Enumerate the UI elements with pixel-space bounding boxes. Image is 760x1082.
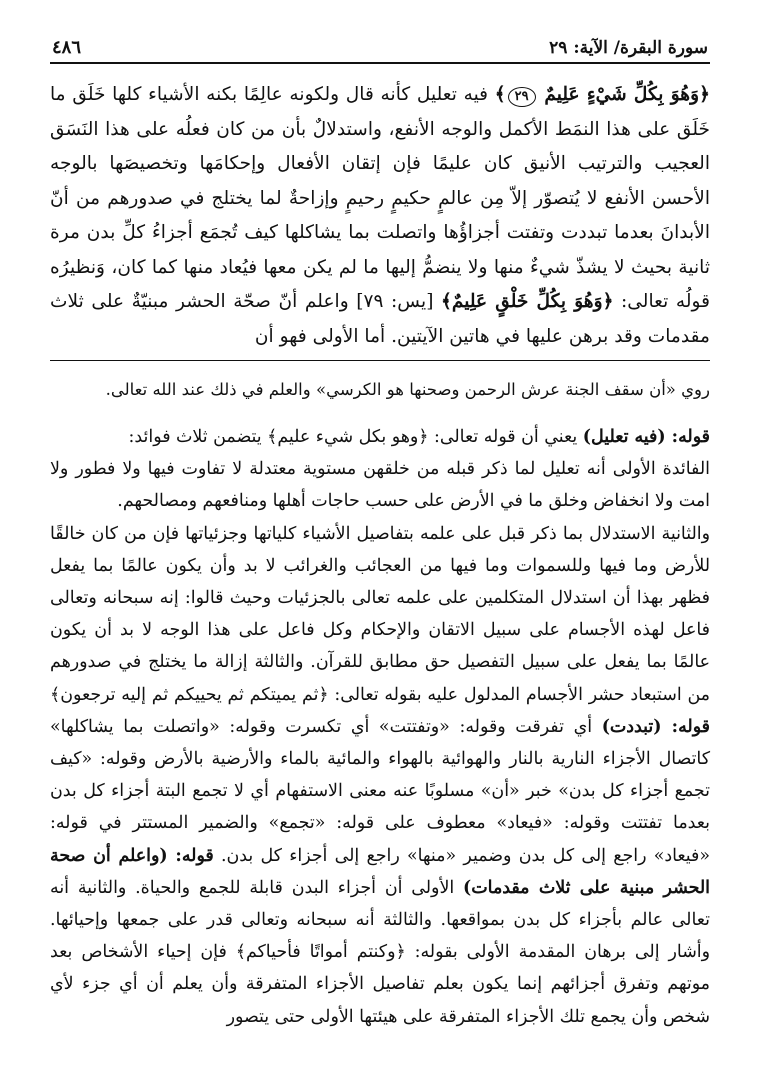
commentary-text-3a: والثانية الاستدلال بما ذكر قبل على علمه بتفاصيل الأشياء كلياتها وجزئياتها فإن من كان خالقًا للأرض وما فيها وللسموات وما فيها من العجائب والغرائب لا بد وأن يكون عالمًا بما يفعل فظهر بهذا أن استدلال المتكلمين على علمه تعالى بالجزئيات وحيث قالوا: إنه سبحانه وتعالى فاعل لهذه الأجسام على سبيل الاتقان والإحكام وكل فاعل على هذا الوجه لا بد أن يكون عالمًا بما يفعل على سبيل التفصيل حق مطابق للقرآن. والثالثة إزالة ما يختلج في صدورهم من استبعاد حشر الأجسام المدلول عليه بقوله تعالى: ﴿ثم يميتكم ثم يحييكم ثم إليه ترجعون﴾ (50, 523, 710, 705)
tafsir-main-text (50, 78, 710, 354)
quran-quote-yasin: ﴿وَهُوَ بِكُلِّ خَلْقٍ عَلِيمٌ﴾ (441, 291, 614, 312)
footnote-separator (50, 360, 710, 361)
commentary-lemma-3: قوله: (واعلم أن صحة الحشر مبنية على ثلاث مقدمات) (50, 845, 710, 898)
commentary-text-3c: الأولى أن أجزاء البدن قابلة للجمع والحياة. والثانية أنه تعالى عالم بأجزاء كل بدن بمواقعها. والثالثة أنه سبحانه وتعالى قدر على جمعها وإحيائها. وأشار إلى برهان المقدمة الأولى بقوله: ﴿وكنتم أمواتًا فأحياكم﴾ فإن إحياء الأشخاص بعد موتهم وتفرق أجزائهم إنما يكون بعلم تفاصيل الأجزاء المتفرقة وأن يعلم أن أي جزء لأي شخص وأن يجمع تلك الأجزاء المتفرقة على هيئتها الأولى حتى يتصور (50, 877, 710, 1027)
commentary-paragraph-3 (50, 518, 710, 1033)
surah-reference: سورة البقرة/ الآية: ٢٩ (549, 38, 708, 58)
page-number: ٤٨٦ (52, 37, 82, 58)
footnote-text: روي «أن سقف الجنة عرش الرحمن وصحنها هو الكرسي» والعلم في ذلك عند الله تعالى. (105, 380, 710, 399)
commentary-text-1: يعني أن قوله تعالى: ﴿وهو بكل شيء عليم﴾ يتضمن ثلاث فوائد: (128, 427, 583, 447)
commentary-paragraph-2: الفائدة الأولى أنه تعليل لما ذكر قبله من خلقهن مستوية معتدلة لا تفاوت فيها ولا فطور ولا امت ولا انخفاض وخلق ما في الأرض على حسب حاجات أهلها ومنافعهم ومصالحهم. (50, 459, 710, 512)
aya-quote: ﴿وَهُوَ بِكُلِّ شَيْءٍ عَلِيمٌ (544, 84, 710, 105)
commentary-paragraph-1 (50, 421, 710, 453)
commentary-lemma-2: قوله: (تبددت) (601, 716, 710, 737)
aya-quote-close: ﴾ (494, 84, 506, 105)
aya-number-marker: ٢٩ (508, 87, 536, 107)
running-header (50, 28, 710, 64)
footnote (50, 375, 710, 405)
main-paragraph-part2: [يس: ٧٩] واعلم أنّ صحّة الحشر مبنيّةٌ على ثلاث مقدمات وقد برهن عليها في هاتين الآيتين. أما الأولى فهو أن (50, 291, 710, 347)
commentary-block (50, 421, 710, 1033)
book-page (50, 28, 710, 1033)
commentary-text-3b: أي تفرقت وقوله: «وتفتتت» أي تكسرت وقوله: «واتصلت بما يشاكلها» كاتصال الأجزاء النارية بالنار والهوائية بالهواء والمائية بالماء والأرضية بالأرض وقوله: «كيف تجمع أجزاء كل بدن» خبر «أن» مسلوبًا عنه معنى الاستفهام أي لا تجمع البتة أجزاء كل بدن بعدما تفتتت وقوله: «فيعاد» معطوف على قوله: «تجمع» والضمير المستتر في قوله: «فيعاد» راجع إلى كل بدن وضمير «منها» راجع إلى أجزاء كل بدن. (50, 716, 710, 866)
main-paragraph-part1: فيه تعليل كأنه قال ولكونه عالِمًا بكنه الأشياء كلها خَلَق ما خَلَق على هذا النمَط الأكمل والوجه الأنفع، واستدلالٌ بأن من كان فعلُه على هذا النَسَق العجيب والترتيب الأنيق كان عليمًا فإن إتقان الأفعال وإحكامَها وتخصيصَها بالوجه الأحسن الأنفع لا يُتصوّر إلاّ مِن عالمٍ حكيمٍ رحيمٍ وإزاحةٌ لما يختلج في صدورهم من أنّ الأبدانَ بعدما تبددت وتفتت أجزاؤُها واتصلت بما يشاكلها كيف تُجمَع أجزاءُ كلِّ بدن مرة ثانية بحيث لا يشذّ شيءٌ منها ولا ينضمُّ إليها ما لم يكن معها فيُعاد منها كما كان، وَنظيرُه قولُه تعالى: (50, 84, 710, 312)
commentary-lemma-1: قوله: (فيه تعليل) (582, 427, 710, 447)
